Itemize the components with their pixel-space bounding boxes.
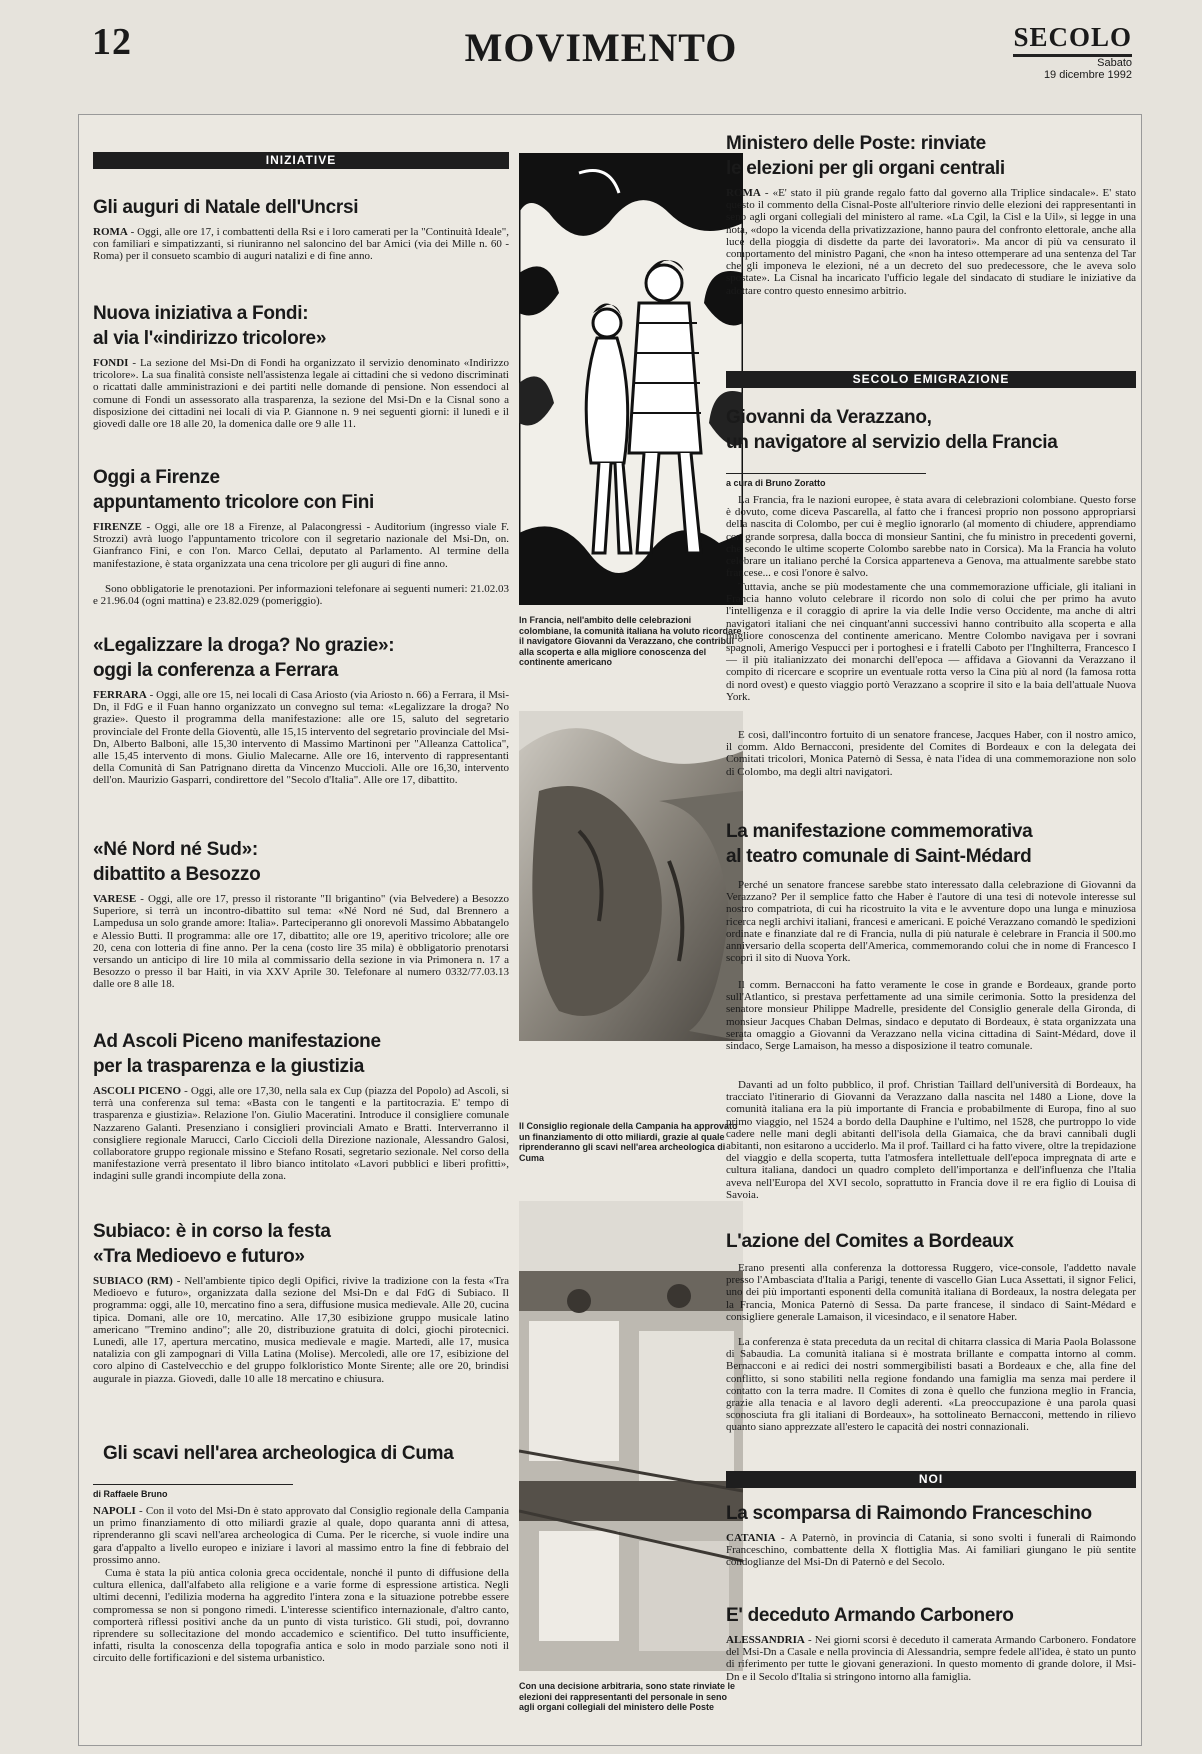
ministry-photo <box>519 1201 743 1671</box>
headline-line2: al via l'«indirizzo tricolore» <box>93 328 327 349</box>
headline-line1: Oggi a Firenze <box>93 467 220 488</box>
headline-line1: «Legalizzare la droga? No grazie»: <box>93 635 395 656</box>
article-body: La Francia, fra le nazioni europee, è stata avara di celebrazioni colombiane. Questo forse è dovuto, come diceva Pascarella, al fatto che i francesi proprio non possono appropriarsi della nascita di Colombo, per cui è meglio ignorarlo (al momento di chiudere, apprendiamo con grande sorpresa, dalla bocca di monsieur Santini, che fu ministro in precedenti governi, che secondo le ultime scoperte Colombo sarebbe nato in Corsica). Ma la Francia ha voluto celebrare un italiano perché la Corsica apparteneva a Genova, ma attualmente sarebbe stato francese... e così l'onore è salvo. <box>726 494 1136 580</box>
headline-line1: Ad Ascoli Piceno manifestazione <box>93 1031 381 1052</box>
headline-line2: oggi la conferenza a Ferrara <box>93 660 339 681</box>
section-title: MOVIMENTO <box>464 25 738 70</box>
article-body-2: La conferenza è stata preceduta da un recital di chitarra classica di Maria Paola Bolassone di Sabaudia. La comunità italiana si è mostrata brillante e compatta intorno al comm. Bernacconi e ai redici dei nostri sommergibilisti basati a Bordeaux e che, alla fine del conflitto, si sono stabiliti nella regione fondando una famiglia ma senza mai perdere il contatto con la terra madre. Il Comites di zona è quello che funziona meglio in Francia, grazie alla tenacia e al lavoro degli aderenti. «La preoccupazione è una parola quasi sconosciuta fra gli italiani di Bordeaux», ha sottolineato Bernacconi, mettendo in rilievo quanto siano apprezzate all'estero le capacità dei nostri connazionali. <box>726 1336 1136 1434</box>
issue-date: 19 dicembre 1992 <box>1043 69 1132 81</box>
article-subiaco <box>93 1219 509 1411</box>
article-body-2: Tuttavia, anche se più modestamente che una commemorazione ufficiale, gli italiani in Francia hanno voluto celebrare il ricordo non solo di colui che per primo ha avuto l'intelligenza e il coraggio di aprire la via delle Indie verso Occidente, ma anche di altri navigatori italiani che nei cinquant'anni successivi hanno contribuito alla scoperta e alla migliore conoscenza del continente americano. Mentre Colombo navigava per i sovrani spagnoli, Amerigo Vespucci per i portoghesi e i fratelli Caboto per l'Inghilterra, Francesco I — il più italianizzato dei monarchi dell'epoca — affidava a Giovanni da Verazzano il compito di ricercare e scoprire un eventuale rotta verso la Cina più al nord (la famosa rotta di nord ovest) e questo viaggio portò Verazzano a scoprire il sito e la baia dell'attuale Nuova York. <box>726 581 1136 703</box>
photo-caption-cuma: Il Consiglio regionale della Campania ha approvato un finanziamento di otto miliardi, grazie al quale riprenderanno gli scavi nell'area archeologica di Cuma <box>519 1121 738 1163</box>
issue-day: Sabato <box>1097 57 1132 69</box>
section-bar-iniziative: INIZIATIVE <box>93 152 509 169</box>
section-bar-noi: NOI <box>726 1471 1136 1488</box>
headline-line2: un navigatore al servizio della Francia <box>726 432 1058 453</box>
byline: a cura di Bruno Zoratto <box>726 473 926 488</box>
headline-line2: appuntamento tricolore con Fini <box>93 492 374 513</box>
article-body-2: Sono obbligatorie le prenotazioni. Per informazioni telefonare ai seguenti numeri: 21.02.03 e 21.96.04 (ogni mattina) e 23.82.029 (pomeriggio). <box>93 583 509 608</box>
headline-line2: le elezioni per gli organi centrali <box>726 158 1005 179</box>
article-besozzo <box>93 837 509 1017</box>
article-firenze <box>93 465 509 609</box>
brand-logo: SECOLO <box>1013 22 1132 57</box>
woodcut-illustration <box>519 153 743 605</box>
headline: Gli scavi nell'area archeologica di Cuma <box>103 1443 454 1464</box>
cuma-svg <box>519 711 743 1041</box>
headline: La scomparsa di Raimondo Franceschino <box>726 1503 1092 1524</box>
headline-line1: Giovanni da Verazzano, <box>726 407 932 428</box>
headline-line2: dibattito a Besozzo <box>93 864 261 885</box>
article-body: NAPOLI - Con il voto del Msi-Dn è stato approvato dal Consiglio regionale della Campania un primo finanziamento di otto miliardi grazie al quale, dopo quaranta anni di attesa, riprenderanno gli scavi nell'area archeologica di Cuma. Per le ricerche, si vuole indire una gara d'appalto a livello europeo e iniziare i lavori al massimo entro la fine di febbraio del prossimo anno. <box>93 1505 509 1566</box>
headline-line1: Subiaco: è in corso la festa <box>93 1221 331 1242</box>
article-fondi <box>93 301 509 444</box>
article-body: ASCOLI PICENO - Oggi, alle ore 17,30, nella sala ex Cup (piazza del Popolo) ad Ascoli, si terrà una conferenza sul tema: «Basta con le tangenti e la partitocrazia. E' tempo di trasparenza e giustizia». Relazione l'on. Giulio Maceratini. Introduce il consigliere comunale Nazzareno Galanti. Presenziano i consiglieri provinciali Amato e Bratti. Interverranno il consigliere regionale Marucci, Carlo Ciccioli della Direzione nazionale, Alessandro Galosi, collaboratore gruppo regionale missino e Stefano Rosati, segretario sezionale. Nel corso della manifestazione verrà presentato il libro bianco intitolato «Lavori pubblici e liberi profitti», indagini sulle grandi incompiute della zona. <box>93 1085 509 1183</box>
headline: E' deceduto Armando Carbonero <box>726 1605 1014 1626</box>
article-comites <box>726 1229 1136 1448</box>
headline-line2: per la trasparenza e la giustizia <box>93 1056 364 1077</box>
section-bar-emigrazione: SECOLO EMIGRAZIONE <box>726 371 1136 388</box>
headline-line2: «Tra Medioevo e futuro» <box>93 1246 305 1267</box>
article-body: FIRENZE - Oggi, alle ore 18 a Firenze, al Palacongressi - Auditorium (ingresso viale F. Strozzi) avrà luogo l'appuntamento tricolore con il segretario nazionale del Msi-Dn, on. Gianfranco Fini, e con l'on. Marco Cellai, deputato al Parlamento. Al termine della manifestazione, è stata organizzata una cena tricolore per gli auguri di fine anno. <box>93 521 509 570</box>
article-body: VARESE - Oggi, alle ore 17, presso il ristorante "Il brigantino" (via Belvedere) a Besozzo Superiore, si terrà un incontro-dibattito sul tema: «Né Nord né Sud, dal Brennero a Lampedusa un solo grande amore: Italia». Parteciperanno gli onorevoli Massimo Abbatangelo e Alessio Butti. Il programma: alle ore 17, dibattito; alle ore 19, aperitivo tricolore; alle ore 20, cena con lotteria di fine anno. Per la cena (costo lire 35 mila) è obbligatorio prenotarsi versando un anticipo di lire 10 mila al commissario della sezione in via Primonera n. 17 a Besozzo o presso il bar Haiti, in via XXV Aprile 30. Telefonare al numero 0332/77.03.13 dalle ore 8 alle 18. <box>93 893 509 991</box>
article-body-3: Davanti ad un folto pubblico, il prof. Christian Taillard dell'università di Bordeaux, ha tracciato l'itinerario di Giovanni da Verazzano dalla nascita nel 1480 a Lione, dove la comunità italiana era la più importante di Francia e probabilmente di Europa, fino al suo primo viaggio, nel 1524 a bordo della Dauphine e l'ultimo, nel 1528, che purtroppo lo vide cadere nelle mani degli abitanti dell'isola della Giamaica, che da bravi cannibali dugli abitanti, non esitarono a ucciderlo. Ma il prof. Taillard ci ha fatto vivere, oltre la trepidazione del viaggio e della scoperta, tutta l'atmosfera intellettuale dell'epoca impregnata di arte e cultura italiana, dandoci un quadro completo dell'importanza e dell'influenza che l'Italia aveva nell'Europa del XVI secolo, soprattutto in Francia dove il re era figlio di Louisa di Savoia. <box>726 1079 1136 1201</box>
article-body: Perché un senatore francese sarebbe stato interessato dalla celebrazione di Giovanni da Verazzano? Per il semplice fatto che Haber è l'autore di una tesi di notevole interesse sul nostro compatriota, di cui ha ricostruito la vita e le avventure dopo una lunga e minuziosa ricerca negli archivi italiani, francesi e americani. E poiché Verazzano comandò le spedizioni ordinate e finanziate dal re di Francia, nulla di più naturale è celebrare in Francia il 500.mo anniversario della scoperta dell'America, commemorando colui che in nome di Francesco I scoprì il sito di Nuova York. <box>726 879 1136 965</box>
article-body: ROMA - Oggi, alle ore 17, i combattenti della Rsi e i loro camerati per la "Continuità Ideale", con familiari e simpatizzanti, si riuniranno nel saloncino del bar Amici (via dei Mille n. 60 - Roma) per il consueto scambio di auguri natalizi e di fine anno. <box>93 226 509 263</box>
article-body: FONDI - La sezione del Msi-Dn di Fondi ha organizzato il servizio denominato «Indirizzo tricolore». La sua finalità consiste nell'assistenza legale ai cittadini che si vedono discriminati o ricattati dalle amministrazioni e dei partiti nelle domande di pensione. Non essendoci al comune di Fondi un assessorato alla trasparenza, la sezione del Msi-Dn e la Cisnal sono a disposizione dei cittadini nei locali di via P. Giannone n. 9 nei seguenti giorni: il lunedì e il giovedì dalle ore 18 alle 20, la domenica dalle ore 9 alle 11. <box>93 357 509 431</box>
article-poste <box>726 131 1136 323</box>
headline-line2: al teatro comunale di Saint-Médard <box>726 846 1032 867</box>
article-body: Erano presenti alla conferenza la dottoressa Ruggero, vice-console, l'addetto navale presso l'Ambasciata d'Italia a Parigi, tenente di vascello Gian Luca Assettati, il signor Felici, uno dei più importanti esponenti della comunità italiana di Bordeaux, la nostra delegata per la Francia, Monica Paternò di Sessa. Da parte francese, il sindaco di Saint-Médard e consigliere generale Lamaison, il vicesindaco, e il senatore Haber. <box>726 1262 1136 1323</box>
headline: Gli auguri di Natale dell'Uncrsi <box>93 197 359 218</box>
article-body: SUBIACO (RM) - Nell'ambiente tipico degli Opifici, rivive la tradizione con la festa «Tra Medioevo e futuro», organizzata dalla sezione del Msi-Dn e dal FdG di Subiaco. Il programma: oggi, alle 10, mercatino fino a sera, diffusione musica medievale. Alle 20, cucina tipica. Domani, alle ore 10, mercatino. Alle 17,30 esibizione gruppo musicale latino americano "Tremino andino"; alle 20, distribuzione gratuita di dolci, giochi pirotecnici. Lunedì, alle 17, apertura mercatino, musica medievale e magie. Martedì, alle 17, musica natalizia con gli zampognari di Villa Latina (Molise). Mercoledì, alle ore 17, esibizione del coro alpino di Castelvecchio e del gruppo folkloristico Monte Sirente; alle ore 20, brindisi augurale in piazza. Giovedì, dalle 10 alle 18 mercatino e chiusura. <box>93 1275 509 1385</box>
article-body: CATANIA - A Paternò, in provincia di Catania, si sono svolti i funerali di Raimondo Franceschino, combattente della X flottiglia Mas. Ai familiari giungano le più sentite condoglianze del Msi-Dn di Paternò e del Secolo. <box>726 1532 1136 1569</box>
photo-caption-poste: Con una decisione arbitraria, sono state rinviate le elezioni dei rappresentanti del personale in seno agli organi collegiali del ministero delle Poste <box>519 1681 736 1712</box>
page-frame <box>78 114 1142 1746</box>
headline-line1: La manifestazione commemorativa <box>726 821 1033 842</box>
article-body-2: Il comm. Bernacconi ha fatto veramente le cose in grande e Bordeaux, grande porto sull'Atlantico, si prestava perfettamente ad una simile cerimonia. Sotto la presidenza del senatore monsieur Philippe Madrelle, presidente del Consiglio generale della Gironda, di monsieur Jacques Chaban Delmas, sindaco e deputato di Bordeaux, è stata organizzata una serata omaggio a Giovanni da Verazzano nella vicina cittadina di Saint-Médard, dove il sindaco, Serge Lamaison, ha messo a disposizione il teatro comunale. <box>726 979 1136 1053</box>
ministry-svg <box>519 1201 743 1671</box>
headline-line1: Ministero delle Poste: rinviate <box>726 133 986 154</box>
article-cuma <box>93 1441 509 1667</box>
byline: di Raffaele Bruno <box>93 1484 293 1499</box>
headline-line1: Nuova iniziativa a Fondi: <box>93 303 309 324</box>
woodcut-svg <box>519 153 743 605</box>
newspaper-brand <box>1013 22 1132 81</box>
page-number: 12 <box>92 21 132 63</box>
article-body: ROMA - «E' stato il più grande regalo fatto dal governo alla Triplice sindacale». E' stato questo il commento della Cisnal-Poste all'ulteriore rinvio delle elezioni dei rappresentanti in seno agli organi collegiali del ministero al rame. «La Cgil, la Cisl e la Uil», si legge in una nota, «dopo la vicenda della privatizzazione, hanno paura del confronto elettorale, anche alla luce della pioggia di disdette da parte dei lavoratori». Ma ancor di più va censurato il comportamento del ministro Pagani, che «non ha inteso ottemperare ad una sentenza del Tar che gli imponeva le elezioni, né a un decreto del suo predecessore, che le aveva solo spostate». La Cisnal ha incaricato l'ufficio legale del sindacato di studiare le iniziative da adottare contro questo ennesimo arbitrio. <box>726 187 1136 297</box>
article-carbonero <box>726 1603 1136 1708</box>
article-body-2: Cuma è stata la più antica colonia greca occidentale, nonché il punto di diffusione della cultura ellenica, dall'alfabeto alla religione e a varie forme di espressione artistica. Negli ultimi decenni, l'edilizia moderna ha aggredito l'intera zona e la situazione potrebbe essere compromessa se non si pongono rimedi. L'interesse scientifico internazionale, d'altro canto, comporterà riflessi positivi anche da un punto di vista turistico. Gli studi, poi, dovranno riprendere su sollecitazione del mondo accademico e scientifico. Del tutto insufficiente, infatti, risulta la conoscenza della topografia antica e solo in modo parziale sono noti il circuito delle fortificazioni e del sistema urbanistico. <box>93 1567 509 1665</box>
article-verazzano <box>726 405 1136 777</box>
article-auguri-uncrsi <box>93 195 509 274</box>
masthead <box>0 0 1202 110</box>
article-ascoli <box>93 1029 509 1209</box>
article-body: ALESSANDRIA - Nei giorni scorsi è deceduto il camerata Armando Carbonero. Fondatore del Msi-Dn a Casale e nella provincia di Alessandria, sempre fedele all'idea, è stato un punto di riferimento per tutte le giovani generazioni. In questo momento di grande dolore, il Msi-Dn e il Secolo d'Italia si stringono intorno alla famiglia. <box>726 1634 1136 1683</box>
article-ferrara <box>93 633 509 813</box>
article-body: FERRARA - Oggi, alle ore 15, nei locali di Casa Ariosto (via Ariosto n. 66) a Ferrara, il Msi-Dn, il FdG e il Fuan hanno organizzato un convegno sul tema: «Legalizzare la droga? No grazie». Questo il programma della manifestazione: alle ore 15, saluto del segretario provinciale del Fronte della Gioventù, alle 15,15 intervento del segretario provinciale del Msi-Dn, Alberto Balboni, alle 15,30 intervento di Massimo Martinoni per "Alleanza Cattolica", alle 15,45 intervento di mons. Giulio Malecarne. Alle ore 16, intervento di rappresentanti della Comunità di San Patrignano diretta da Vincenzo Muccioli. Alle ore 16,30, intervento dell'on. Maurizio Gasparri, condirettore del "Secolo d'Italia". Alle ore 17, dibattito. <box>93 689 509 787</box>
article-body-3: E così, dall'incontro fortuito di un senatore francese, Jacques Haber, con il nostro amico, il comm. Aldo Bernacconi, presidente del Comites di Bordeaux e con la delegata dei Comitati tricolori, Monica Paternò di Sessa, è nata l'idea di una commemorazione non solo di Colombo, ma degli altri navigatori. <box>726 729 1136 777</box>
photo-caption-verazzano: In Francia, nell'ambito delle celebrazioni colombiane, la comunità italiana ha voluto ricordare il navigatore Giovanni da Verazzano, che contribuì alla scoperta e alla migliore conoscenza del continente americano <box>519 615 742 667</box>
article-saint-medard <box>726 819 1136 1203</box>
article-franceschino <box>726 1501 1136 1580</box>
cuma-photo <box>519 711 743 1041</box>
headline: L'azione del Comites a Bordeaux <box>726 1231 1014 1252</box>
headline-line1: «Né Nord né Sud»: <box>93 839 258 860</box>
